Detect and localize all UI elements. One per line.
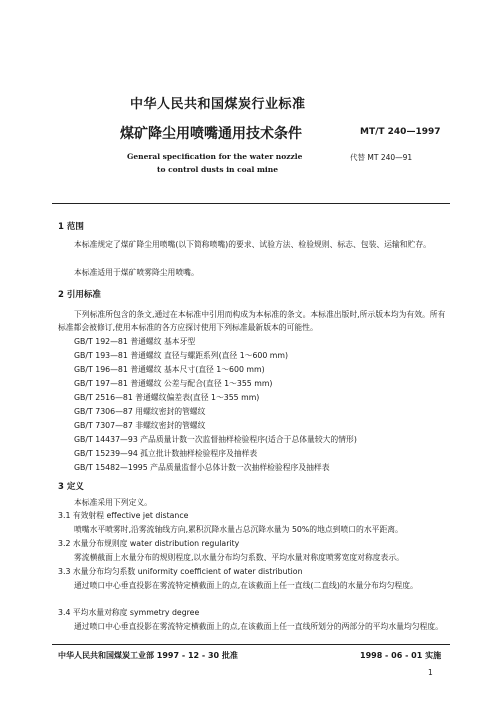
page-number: 1	[428, 668, 433, 677]
term-3-1: 3.1 有效射程 effective jet distance	[58, 511, 189, 520]
section-3-heading: 3 定义	[58, 482, 84, 492]
section-1-paragraph-2: 本标准适用于煤矿喷雾降尘用喷嘴。	[74, 268, 199, 277]
reference-item: GB/T 196—81 普通螺纹 基本尺寸(直径 1～600 mm)	[74, 365, 265, 374]
standard-title: 煤矿降尘用喷嘴通用技术条件	[120, 126, 302, 142]
reference-item: GB/T 2516—81 普通螺纹偏差表(直径 1～355 mm)	[74, 393, 260, 402]
effective-date: 1998 - 06 - 01 实施	[360, 651, 442, 660]
reference-item: GB/T 15482—1995 产品质量监督小总体计数一次抽样检验程序及抽样表	[74, 463, 330, 472]
term-3-4-definition: 通过喷口中心垂直投影在雾流特定横截面上的点,在该截面上任一直线所划分的两部分的平均水量均匀程度。	[74, 622, 443, 631]
reference-item: GB/T 7307—87 非螺纹密封的管螺纹	[74, 421, 206, 430]
standard-number: MT/T 240—1997	[360, 127, 441, 137]
header-divider	[52, 203, 450, 204]
section-3-intro: 本标准采用下列定义。	[74, 498, 152, 507]
section-1-paragraph-1: 本标准规定了煤矿降尘用喷嘴(以下简称喷嘴)的要求、试验方法、检验规则、标志、包装、运输和贮存。	[74, 240, 431, 249]
term-3-4: 3.4 平均水量对称度 symmetry degree	[58, 608, 200, 617]
reference-item: GB/T 14437—93 产品质量计数一次监督抽样检验程序(适合于总体量较大的情形)	[74, 435, 357, 444]
reference-item: GB/T 192—81 普通螺纹 基本牙型	[74, 337, 196, 346]
approval-line: 中华人民共和国煤炭工业部 1997 - 12 - 30 批准	[58, 651, 238, 660]
term-3-2: 3.2 水量分布规则度 water distribution regularity	[58, 539, 240, 548]
footer-divider	[52, 644, 450, 645]
term-3-1-definition: 喷嘴水平喷雾时,沿雾流轴线方向,累积沉降水量占总沉降水量为 50%的地点到喷口的水平距离。	[74, 525, 403, 534]
section-2-paragraph: 下列标准所包含的条文,通过在本标准中引用而构成为本标准的条文。本标准出版时,所示版本均为有效。所有标准都会被修订,使用本标准的各方应探讨使用下列标准最新版本的可能性。	[58, 310, 446, 332]
replaces-note: 代替 MT 240—91	[350, 153, 413, 162]
issuing-organization: 中华人民共和国煤炭行业标准	[130, 97, 306, 112]
reference-item: GB/T 7306—87 用螺纹密封的管螺纹	[74, 407, 206, 416]
english-title-line2: to control dusts in coal mine	[157, 165, 279, 174]
term-3-2-definition: 雾流横截面上水量分布的规则程度,以水量分布均匀系数、平均水量对称度喷雾宽度对称度表示。	[74, 553, 404, 562]
reference-item: GB/T 193—81 普通螺纹 直径与螺距系列(直径 1～600 mm)	[74, 351, 289, 360]
english-title-line1: General specification for the water nozzle	[127, 152, 303, 161]
term-3-3: 3.3 水量分布均匀系数 uniformity coefficient of water distribution	[58, 567, 303, 576]
reference-item: GB/T 197—81 普通螺纹 公差与配合(直径 1～355 mm)	[74, 379, 273, 388]
section-2-heading: 2 引用标准	[58, 290, 101, 300]
term-3-3-definition: 通过喷口中心垂直投影在雾流特定横截面上的点,在该截面上任一直线(二直线)的水量分布均匀程度。	[74, 581, 418, 590]
section-1-heading: 1 范围	[58, 222, 84, 232]
reference-item: GB/T 15239—94 孤立批计数抽样检验程序及抽样表	[74, 449, 258, 458]
